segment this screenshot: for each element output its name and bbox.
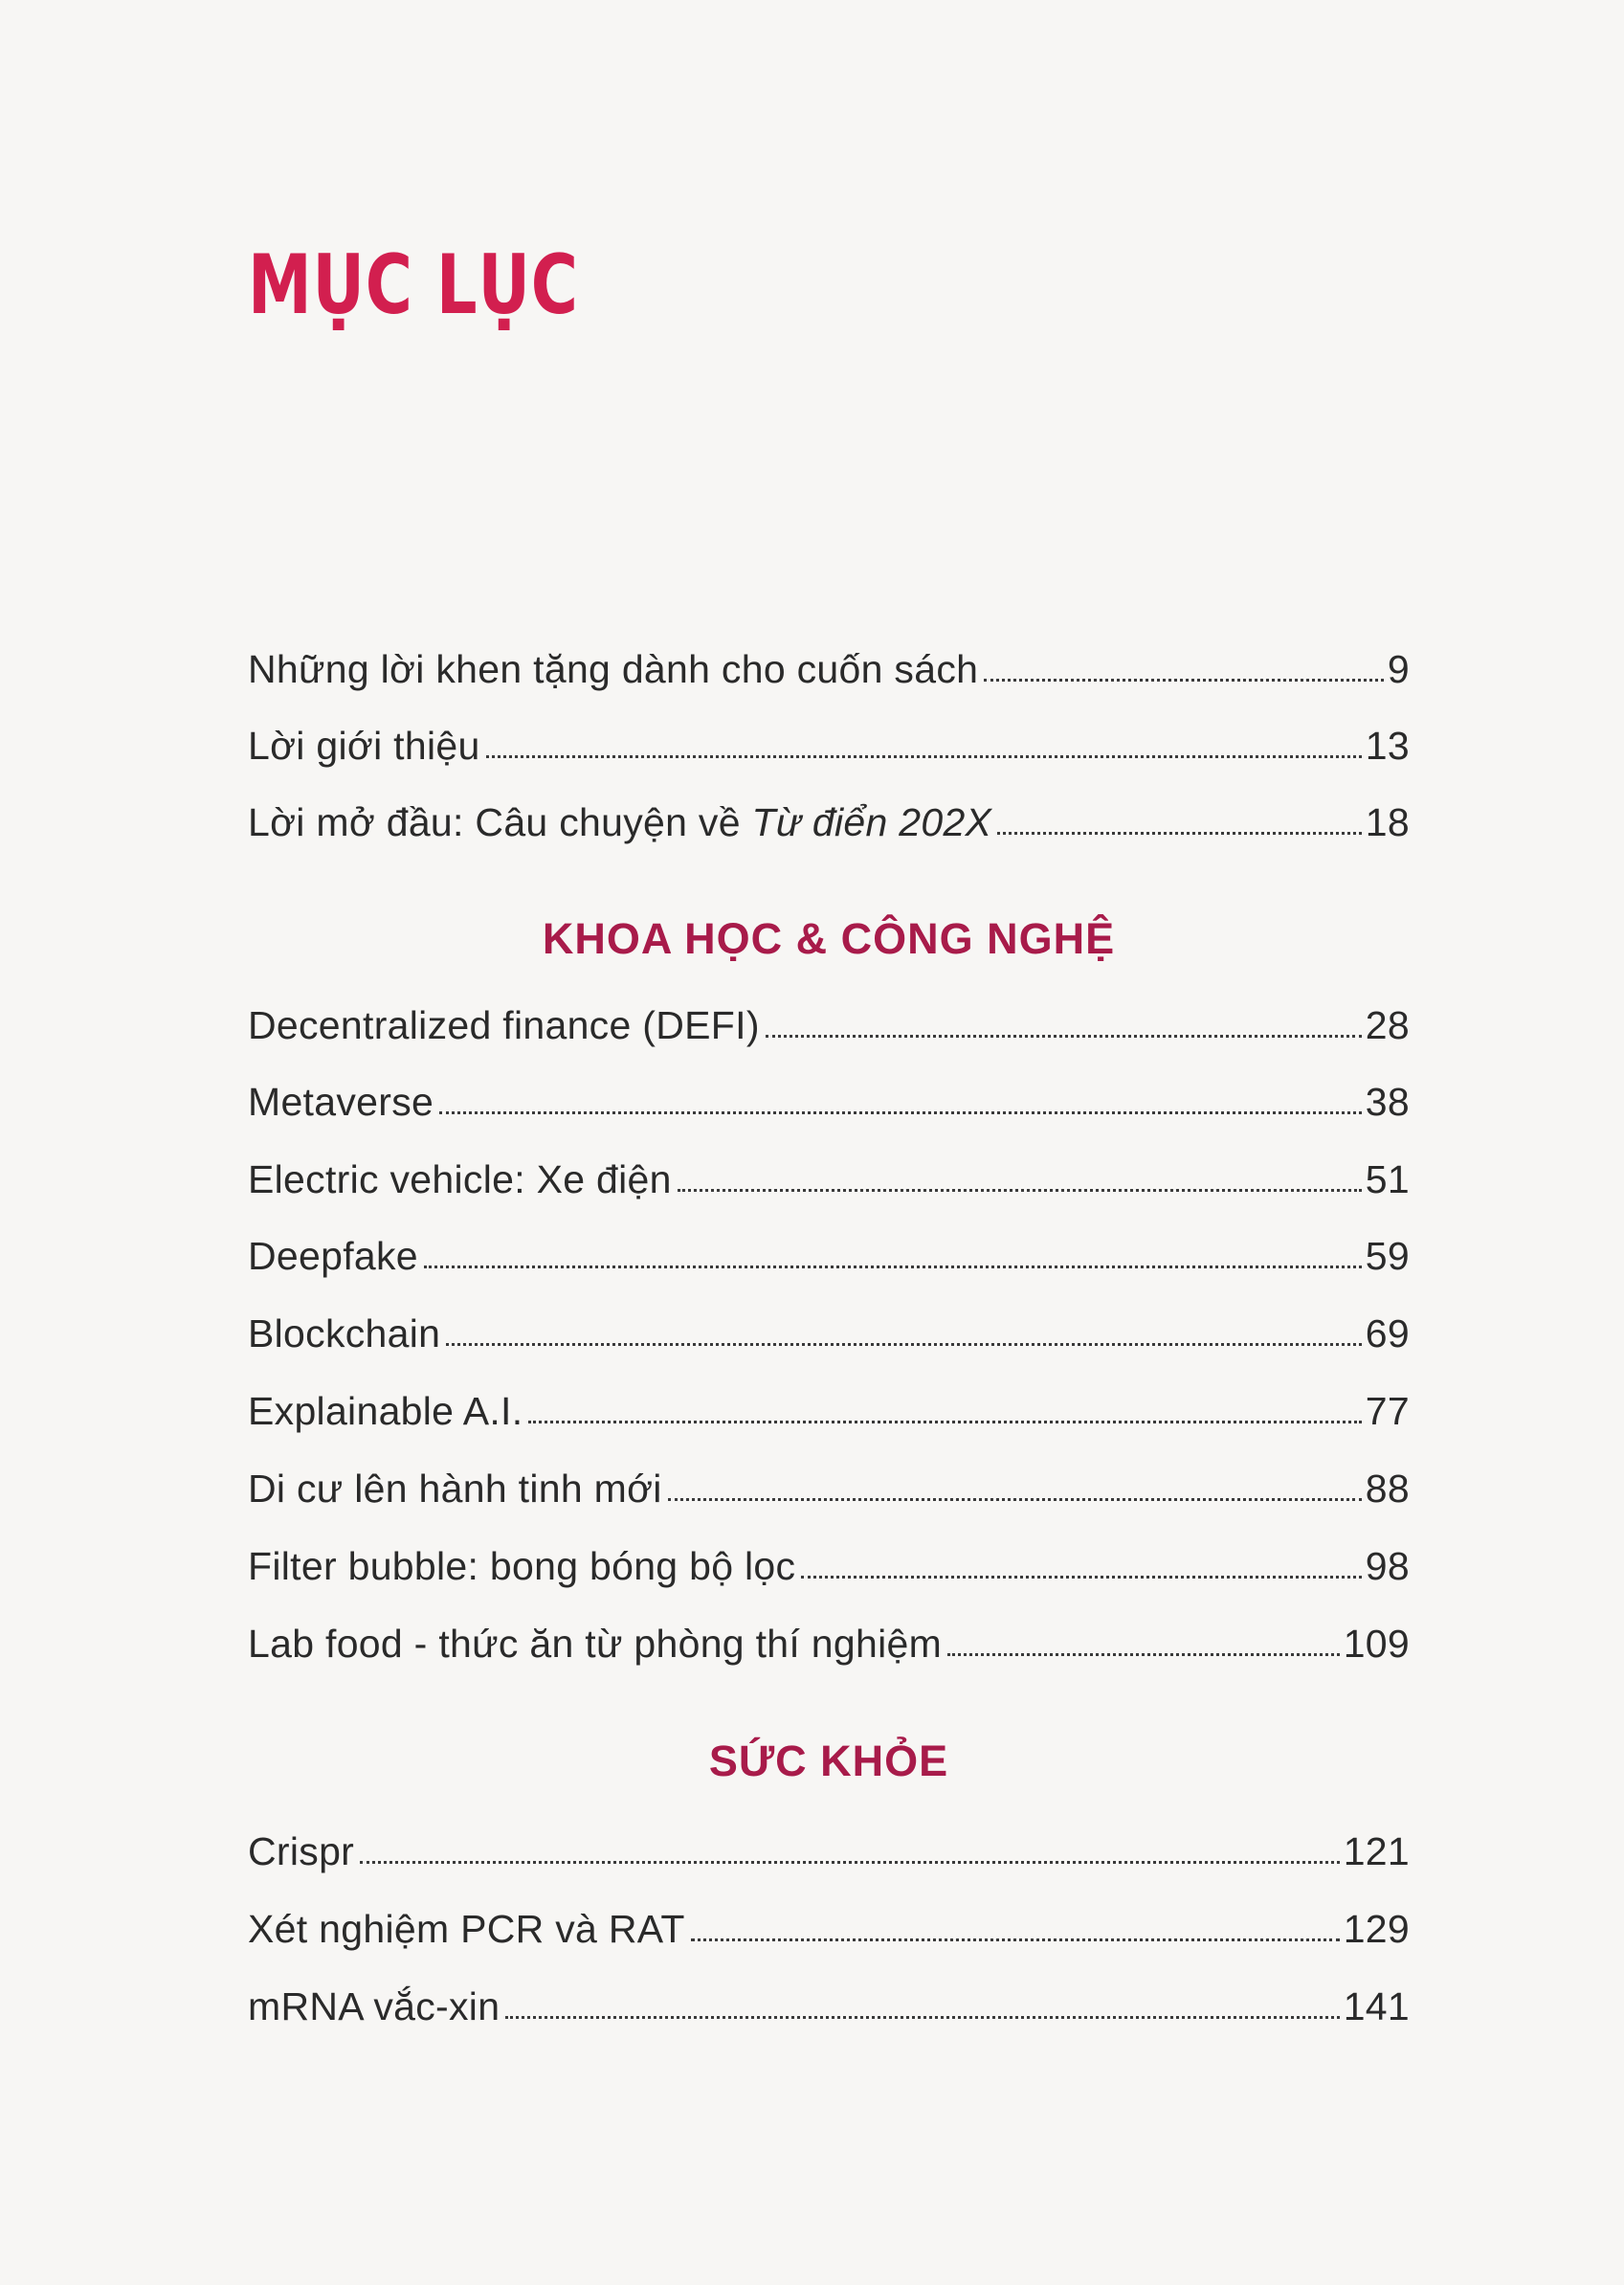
toc-entry-label: Filter bubble: bong bóng bộ lọc (248, 1544, 796, 1588)
toc-entry-page: 28 (1365, 1003, 1410, 1047)
toc-entry-page: 59 (1365, 1234, 1410, 1278)
toc-entry-label: Electric vehicle: Xe điện (248, 1157, 672, 1201)
toc-entry-page: 88 (1365, 1467, 1410, 1511)
page-title: MỤC LỤC (248, 237, 579, 333)
toc-entry[interactable] (248, 1814, 1410, 1871)
dot-leader (360, 1861, 1340, 1864)
toc-entry-page: 109 (1343, 1622, 1410, 1666)
toc-entry[interactable] (248, 1892, 1410, 1949)
toc-entry-page: 129 (1343, 1907, 1410, 1951)
toc-entry-label: mRNA vắc-xin (248, 1984, 501, 2028)
toc-entry[interactable] (248, 1142, 1410, 1199)
dot-leader (947, 1653, 1340, 1656)
toc-entry-label-italic: Từ điển 202X (751, 800, 992, 844)
toc-entry-page: 121 (1343, 1829, 1410, 1873)
toc-entry[interactable] (248, 1606, 1410, 1664)
toc-entry[interactable] (248, 988, 1410, 1045)
dot-leader (439, 1111, 1362, 1114)
toc-entry-label (248, 800, 992, 844)
toc-entry-label: Decentralized finance (DEFI) (248, 1003, 760, 1047)
toc-entry-label: Blockchain (248, 1311, 441, 1355)
dot-leader (766, 1035, 1362, 1038)
toc-entry[interactable] (248, 1219, 1410, 1276)
toc-entry-page: 69 (1365, 1311, 1410, 1355)
toc-entry-label: Crispr (248, 1829, 355, 1873)
toc-entry-page: 13 (1365, 724, 1410, 768)
dot-leader (801, 1576, 1361, 1579)
dot-leader (678, 1189, 1362, 1192)
toc-entry-praise[interactable] (248, 632, 1410, 689)
dot-leader (424, 1266, 1362, 1268)
dot-leader (984, 679, 1384, 682)
toc-entry-label: Di cư lên hành tinh mới (248, 1467, 662, 1511)
toc-entry-label: Những lời khen tặng dành cho cuốn sách (248, 647, 979, 691)
toc-entry-page: 141 (1343, 1984, 1410, 2028)
dot-leader (997, 832, 1362, 835)
toc-entry-label-text: Lời mở đầu: Câu chuyện về (248, 800, 752, 844)
toc-entry-page: 77 (1365, 1389, 1410, 1433)
toc-entry-page: 51 (1365, 1157, 1410, 1201)
toc-entry[interactable] (248, 1969, 1410, 2027)
toc-entry[interactable] (248, 1451, 1410, 1509)
toc-entry[interactable] (248, 1529, 1410, 1586)
toc-entry[interactable] (248, 1064, 1410, 1122)
dot-leader (486, 755, 1362, 758)
toc-entry-label: Lời giới thiệu (248, 724, 480, 768)
section-heading-health: SỨC KHỎE (708, 1736, 949, 1785)
toc-entry-label: Deepfake (248, 1234, 418, 1278)
toc-entry-page: 18 (1365, 800, 1410, 844)
toc-entry-page: 9 (1387, 647, 1410, 691)
dot-leader (505, 2016, 1339, 2019)
section-heading-science-technology: KHOA HỌC & CÔNG NGHỆ (542, 914, 1116, 963)
dot-leader (691, 1938, 1340, 1941)
toc-entry-page: 98 (1365, 1544, 1410, 1588)
toc-entry-label: Lab food - thức ăn từ phòng thí nghiệm (248, 1622, 943, 1666)
toc-entry-preface[interactable] (248, 785, 1410, 842)
toc-entry-label: Explainable A.I. (248, 1389, 523, 1433)
toc-entry-page: 38 (1365, 1080, 1410, 1124)
toc-entry-label: Xét nghiệm PCR và RAT (248, 1907, 685, 1951)
toc-entry-label: Metaverse (248, 1080, 434, 1124)
toc-entry[interactable] (248, 1374, 1410, 1431)
dot-leader (446, 1343, 1362, 1346)
toc-entry-introduction[interactable] (248, 708, 1410, 766)
dot-leader (668, 1498, 1362, 1501)
dot-leader (528, 1421, 1361, 1423)
toc-entry[interactable] (248, 1296, 1410, 1354)
